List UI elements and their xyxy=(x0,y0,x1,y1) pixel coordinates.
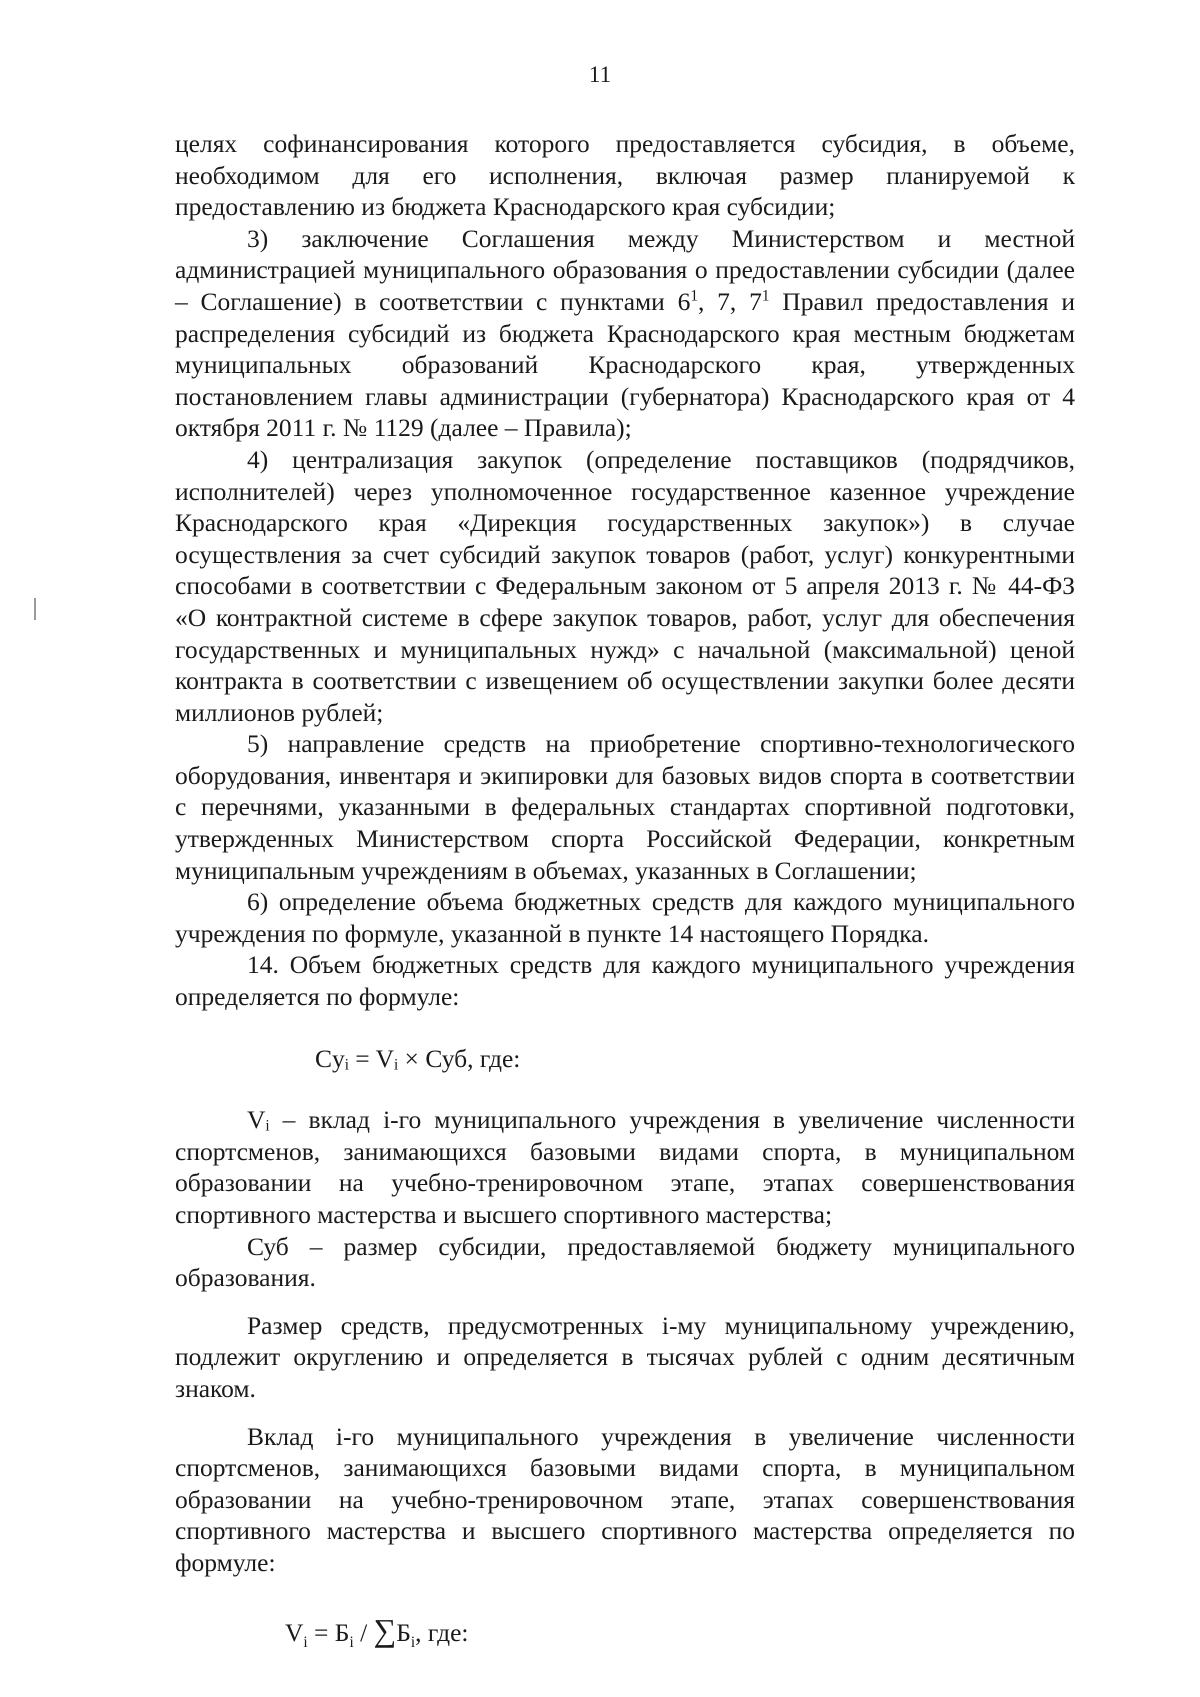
formula-2 xyxy=(175,1612,1075,1651)
paragraph-item-3-part-a: 3) заключение Соглашения между Министерством и местной администрацией муниципального образования о предоставлении субсидии (далее – Соглашение) в соответствии с пунктами 6 xyxy=(175,223,1075,316)
paragraph-rounding: Размер средств, предусмотренных i-му муниципальному учреждению, подлежит округлению и определяется в тысячах рублей с одним десятичным знаком. xyxy=(175,1310,1075,1403)
paragraph-item-3-part-b: , 7, 7 xyxy=(698,286,762,316)
page-number: 11 xyxy=(588,62,612,87)
definition-sub: Суб – размер субсидии, предоставляемой бюджету муниципального образования. xyxy=(175,1231,1075,1293)
formula-2-v: V xyxy=(285,1617,304,1647)
formula-2-b2: Б xyxy=(396,1617,411,1647)
formula-1: Cyᵢ = Vᵢ × Суб, где: xyxy=(315,1043,521,1073)
paragraph-item-6: 6) определение объема бюджетных средств для каждого муниципального учреждения по формуле, указанной в пункте 14 настоящего Порядка. xyxy=(175,887,1075,948)
paragraph-item-4: 4) централизация закупок (определение поставщиков (подрядчиков, исполнителей) через уполномоченное государственное казенное учреждение Краснодарского края «Дирекция государственных закупок») в случае осуществления за счет субсидий закупок товаров (работ, услуг) конкурентными способами в соответствии с Федеральным законом от 5 апреля 2013 г. № 44-ФЗ «О контрактной системе в сфере закупок товаров, работ, услуг для обеспечения государственных и муниципальных нужд» с начальной (максимальной) ценой контракта в соответствии с извещением об осуществлении закупки более десяти миллионов рублей; xyxy=(175,444,1075,727)
paragraph-1: целях софинансирования которого предоставляется субсидия, в объеме, необходимом для его исполнения, включая размер планируемой к предоставлению из бюджета Краснодарского края субсидии; xyxy=(175,129,1075,222)
paragraph-contribution: Вклад i-го муниципального учреждения в увеличение численности спортсменов, занимающихся базовыми видами спорта, в муниципальном образовании на учебно-тренировочном этапе, этапах совершенствования спортивного мастерства и высшего спортивного мастерства определяется по формуле: xyxy=(175,1421,1075,1577)
definition-vi: Vᵢ – вклад i-го муниципального учреждения в увеличение численности спортсменов, занимающихся базовыми видами спорта, в муниципальном образовании на учебно-тренировочном этапе, этапах совершенствования спортивного мастерства и высшего спортивного мастерства; xyxy=(175,1105,1075,1229)
formula-2-equals: = Б xyxy=(307,1617,350,1647)
formula-2-tail: , где: xyxy=(415,1617,469,1647)
formula-2-b2-index: i xyxy=(410,1633,416,1651)
superscript-1: 1 xyxy=(690,287,699,305)
sum-symbol: ∑ xyxy=(373,1612,397,1648)
formula-2-v-index: i xyxy=(303,1633,308,1651)
paragraph-item-3-part-c: Правил предоставления и распределения субсидий из бюджета Краснодарского края местным бюджетам муниципальных образований Краснодарского края, утвержденных постановлением главы администрации (губернатора) Краснодарского края от 4 октября 2011 г. № 1129 (далее – Правила); xyxy=(175,286,1076,443)
paragraph-item-3 xyxy=(175,223,1075,444)
document-body xyxy=(175,128,1075,1678)
superscript-2: 1 xyxy=(761,287,770,305)
paragraph-14: 14. Объем бюджетных средств для каждого муниципального учреждения определяется по формуле: xyxy=(175,950,1075,1012)
paragraph-item-5: 5) направление средств на приобретение спортивно-технологического оборудования, инвентаря и экипировки для базовых видов спорта в соответствии с перечнями, указанными в федеральных стандартах спортивной подготовки, утвержденных Министерством спорта Российской Федерации, конкретным муниципальным учреждениям в объемах, указанных в Соглашении; xyxy=(175,729,1075,885)
formula-2-division: / xyxy=(353,1617,374,1647)
formula-2-b-index: i xyxy=(349,1633,354,1651)
scan-margin-mark xyxy=(34,598,36,620)
